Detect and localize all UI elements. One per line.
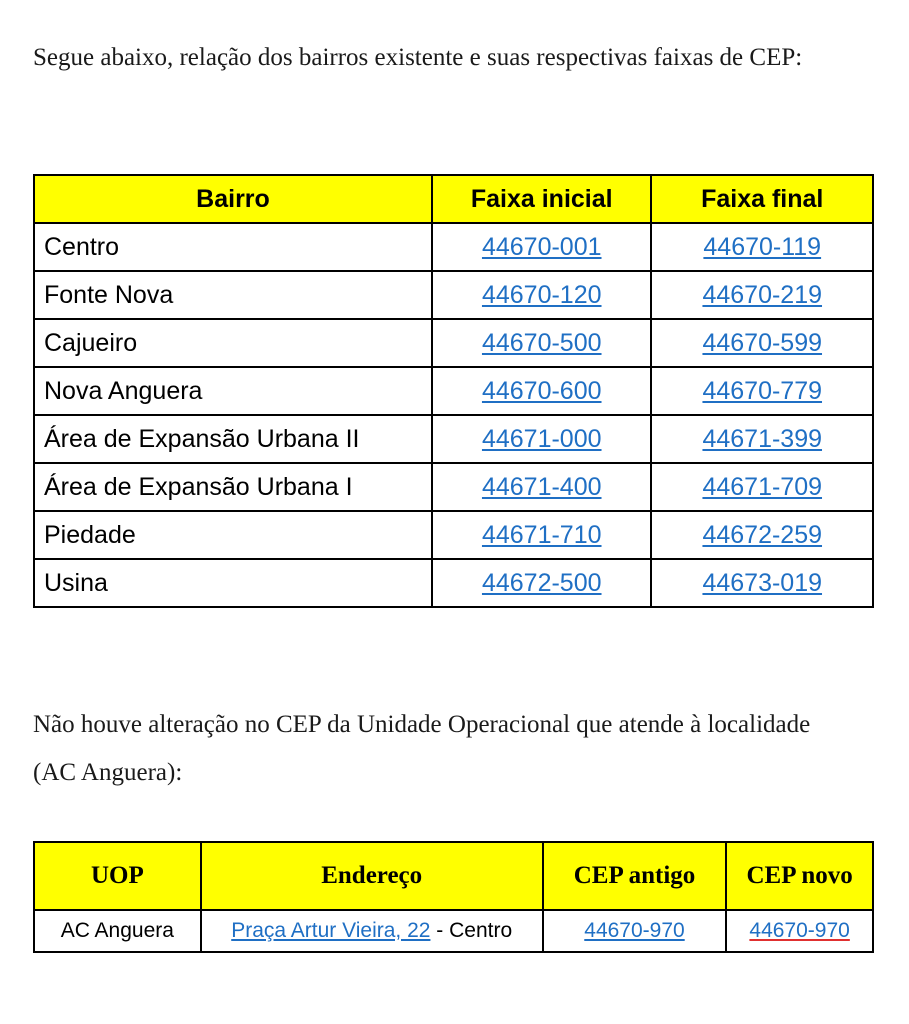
header-faixa-inicial: Faixa inicial — [432, 175, 651, 223]
header-cep-novo: CEP novo — [726, 842, 873, 910]
cep-final-link[interactable]: 44673-019 — [702, 568, 823, 597]
table-row — [34, 319, 873, 367]
uop-name: AC Anguera — [34, 910, 201, 952]
table-row — [34, 271, 873, 319]
cep-novo-link[interactable]: 44670-970 — [749, 919, 850, 942]
address-link[interactable]: Praça Artur Vieira, 22 — [231, 919, 431, 942]
cep-final-link[interactable]: 44671-709 — [702, 472, 823, 501]
cep-inicial-link[interactable]: 44670-001 — [481, 232, 602, 261]
bairro-name: Nova Anguera — [34, 367, 432, 415]
cep-inicial-link[interactable]: 44672-500 — [481, 568, 602, 597]
table-row — [34, 367, 873, 415]
cep-final-link[interactable]: 44670-599 — [702, 328, 823, 357]
header-uop: UOP — [34, 842, 201, 910]
bairro-name: Usina — [34, 559, 432, 607]
table-row — [34, 511, 873, 559]
table-row — [34, 559, 873, 607]
bairro-name: Área de Expansão Urbana II — [34, 415, 432, 463]
cep-inicial-link[interactable]: 44671-710 — [481, 520, 602, 549]
address-district: - Centro — [430, 919, 513, 942]
bairro-name: Cajueiro — [34, 319, 432, 367]
table-row — [34, 415, 873, 463]
header-cep-antigo: CEP antigo — [543, 842, 727, 910]
header-faixa-final: Faixa final — [651, 175, 873, 223]
uop-address — [201, 910, 543, 952]
cep-inicial-link[interactable]: 44670-500 — [481, 328, 602, 357]
header-bairro: Bairro — [34, 175, 432, 223]
cep-final-link[interactable]: 44672-259 — [702, 520, 823, 549]
cep-final-link[interactable]: 44670-119 — [703, 232, 822, 261]
cep-inicial-link[interactable]: 44671-400 — [481, 472, 602, 501]
bairro-name: Fonte Nova — [34, 271, 432, 319]
uop-table — [33, 841, 874, 953]
cep-final-link[interactable]: 44670-219 — [702, 280, 823, 309]
bairros-table — [33, 174, 874, 608]
bairros-header-row — [34, 175, 873, 223]
bairro-name: Área de Expansão Urbana I — [34, 463, 432, 511]
cep-final-link[interactable]: 44671-399 — [702, 424, 823, 453]
cep-final-link[interactable]: 44670-779 — [702, 376, 823, 405]
header-endereco: Endereço — [201, 842, 543, 910]
bairro-name: Centro — [34, 223, 432, 271]
table-row — [34, 910, 873, 952]
bairro-name: Piedade — [34, 511, 432, 559]
uop-header-row — [34, 842, 873, 910]
intro-paragraph: Segue abaixo, relação dos bairros existente e suas respectivas faixas de CEP: — [33, 44, 803, 71]
cep-inicial-link[interactable]: 44670-120 — [481, 280, 602, 309]
cep-antigo-link[interactable]: 44670-970 — [584, 919, 685, 942]
cep-inicial-link[interactable]: 44670-600 — [481, 376, 602, 405]
table-row — [34, 463, 873, 511]
table-row — [34, 223, 873, 271]
note-paragraph: Não houve alteração no CEP da Unidade Operacional que atende à localidade (AC Anguera): — [33, 711, 811, 786]
cep-inicial-link[interactable]: 44671-000 — [481, 424, 602, 453]
